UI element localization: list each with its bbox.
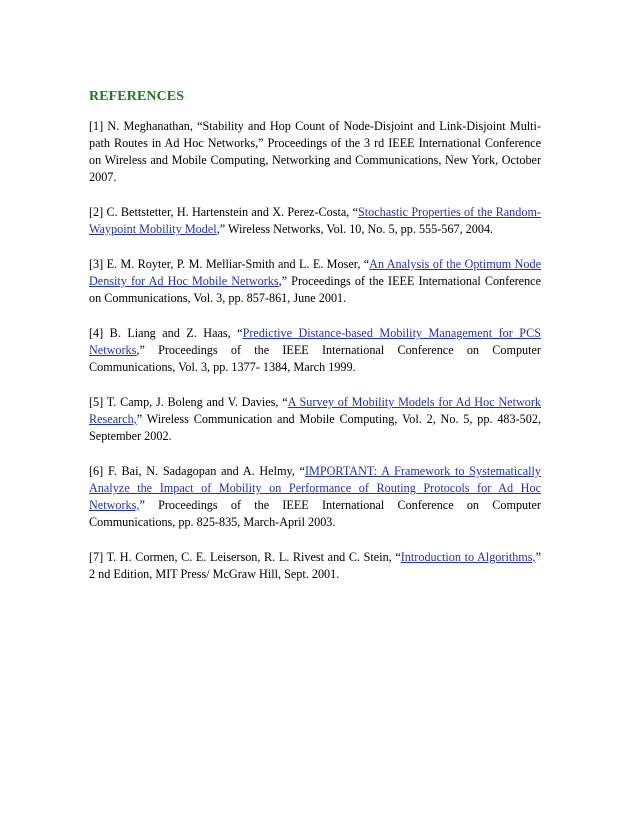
reference-5-link[interactable]: A Survey of Mobility Models for Ad Hoc Network Research, xyxy=(89,395,542,426)
reference-2-text-post: ,” Wireless Networks, Vol. 10, No. 5, pp. 555-567, 2004. xyxy=(216,222,494,236)
reference-5 xyxy=(89,394,541,445)
reference-3 xyxy=(89,256,541,307)
reference-4-text-pre: [4] B. Liang and Z. Haas, “ xyxy=(89,326,243,340)
reference-6-text-post: ” Proceedings of the IEEE International Conference on Computer Communications, pp. 825-835, March-April 2003. xyxy=(89,498,541,529)
references-heading: REFERENCES xyxy=(89,89,185,104)
reference-7 xyxy=(89,549,541,583)
reference-6-link[interactable]: IMPORTANT: A Framework to Systematically Analyze the Impact of Mobility on Performance of Routing Protocols for Ad Hoc Networks, xyxy=(89,464,541,512)
references-page xyxy=(89,87,541,601)
reference-2 xyxy=(89,204,541,238)
reference-2-link[interactable]: Stochastic Properties of the Random-Waypoint Mobility Model xyxy=(89,205,541,236)
reference-5-text-post: ” Wireless Communication and Mobile Computing, Vol. 2, No. 5, pp. 483-502, September 2002. xyxy=(89,412,541,443)
reference-5-text-pre: [5] T. Camp, J. Boleng and V. Davies, “ xyxy=(89,395,288,409)
reference-7-link[interactable]: Introduction to Algorithms, xyxy=(400,550,536,564)
reference-3-text-pre: [3] E. M. Royter, P. M. Melliar-Smith and L. E. Moser, “ xyxy=(89,257,370,271)
reference-1-text: [1] N. Meghanathan, “Stability and Hop Count of Node-Disjoint and Link-Disjoint Multi-path Routes in Ad Hoc Networks,” Proceedings of the 3 rd IEEE International Conference on Wireless and Mobile Computing, Networking and Communications, New York, October 2007. xyxy=(89,119,541,184)
reference-6 xyxy=(89,463,541,531)
reference-4 xyxy=(89,325,541,376)
reference-7-text-pre: [7] T. H. Cormen, C. E. Leiserson, R. L. Rivest and C. Stein, “ xyxy=(89,550,401,564)
reference-3-link[interactable]: An Analysis of the Optimum Node Density for Ad Hoc Mobile Networks xyxy=(89,257,542,288)
reference-6-text-pre: [6] F. Bai, N. Sadagopan and A. Helmy, “ xyxy=(89,464,305,478)
reference-4-link[interactable]: Predictive Distance-based Mobility Management for PCS Networks xyxy=(89,326,541,357)
reference-2-text-pre: [2] C. Bettstetter, H. Hartenstein and X. Perez-Costa, “ xyxy=(89,205,358,219)
reference-3-text-post: ,” Proceedings of the IEEE International Conference on Communications, Vol. 3, pp. 857-861, June 2001. xyxy=(89,274,541,305)
reference-7-text-post: ” 2 nd Edition, MIT Press/ McGraw Hill, Sept. 2001. xyxy=(89,550,541,581)
reference-1 xyxy=(89,118,541,186)
reference-4-text-post: ,” Proceedings of the IEEE International Conference on Computer Communications, Vol. 3, pp. 1377- 1384, March 1999. xyxy=(89,343,541,374)
